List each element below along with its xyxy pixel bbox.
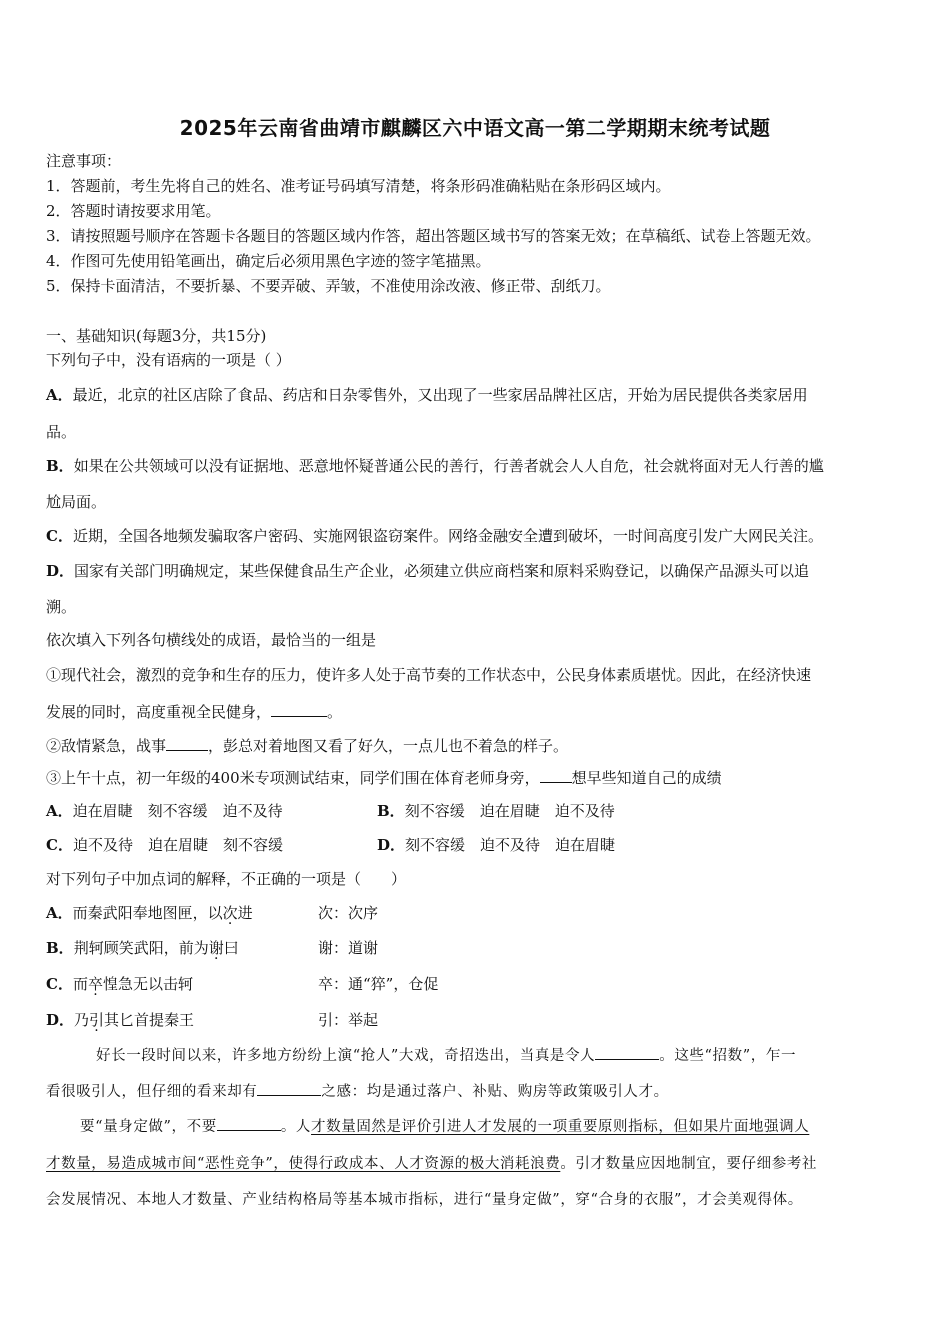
q3-explanation-b: 谢：道谢 <box>318 939 379 957</box>
option-text: 国家有关部门明确规定，某些保健食品生产企业，必须建立供应商档案和原料采购登记，以确保产品源头可以追 <box>74 562 810 580</box>
option-text: 进 <box>237 904 253 922</box>
question-2-stem: 依次填入下列各句横线处的成语，最恰当的一组是 <box>46 631 377 649</box>
note-item: 1．答题前，考生先将自己的姓名、准考证号码填写清楚，将条形码准确粘贴在条形码区域内。 <box>46 177 671 195</box>
q1-option-d <box>46 561 809 581</box>
option-text: 惶急无以击轲 <box>102 975 193 993</box>
passage-line <box>96 1045 796 1066</box>
fill-blank <box>540 768 572 783</box>
passage-text: 看很吸引人，但仔细的看来却有 <box>46 1084 258 1100</box>
dotted-word: 引 <box>89 1011 105 1029</box>
fill-blank <box>217 1116 281 1131</box>
option-text: 近期，全国各地频发骗取客户密码、实施网银盗窃案件。网络金融安全遭到破坏，一时间高度引发广大网民关注。 <box>72 527 823 545</box>
option-label: D． <box>46 562 75 580</box>
option-label: C． <box>46 527 73 545</box>
underlined-text: 才数量，易造成城市间“恶性竞争”，使得行政成本、人才资源的极大消耗浪费 <box>46 1156 561 1172</box>
option-text: 刻不容缓 迫在眉睫 迫不及待 <box>404 802 615 820</box>
q2-sentence-1: ①现代社会，激烈的竞争和生存的压力，使许多人处于高节奏的工作状态中，公民身体素质堪忧。因此，在经济快速 <box>46 666 812 684</box>
sentence-text: ②敌情紧急，战事 <box>46 737 167 755</box>
fill-blank <box>271 702 327 717</box>
option-label: C． <box>46 975 73 993</box>
q3-option-c <box>46 974 193 994</box>
option-text: 刻不容缓 迫不及待 迫在眉睫 <box>405 836 616 854</box>
fill-blank <box>166 736 208 751</box>
sentence-text: 发展的同时，高度重视全民健身， <box>46 703 272 721</box>
option-label: D． <box>377 836 406 854</box>
option-text: 乃 <box>74 1011 90 1029</box>
question-1-stem: 下列句子中，没有语病的一项是（ ） <box>46 351 291 369</box>
q3-explanation-d: 引：举起 <box>318 1011 379 1029</box>
option-label: D． <box>46 1011 75 1029</box>
q2-option-b <box>377 801 615 821</box>
option-text: 最近，北京的社区店除了食品、药店和日杂零售外，又出现了一些家居品牌社区店，开始为居民提供各类家居用 <box>72 386 808 404</box>
notes-heading: 注意事项： <box>46 152 122 170</box>
q2-sentence-1-cont <box>46 702 342 722</box>
option-label: C． <box>46 836 73 854</box>
dotted-word: 谢 <box>208 939 224 957</box>
dotted-word: 次 <box>222 904 238 922</box>
sentence-text: 想早些知道自己的成绩 <box>571 769 722 787</box>
passage-line <box>46 1154 817 1174</box>
q1-option-b <box>46 456 824 476</box>
q2-option-d <box>377 835 615 855</box>
option-label: B． <box>46 457 74 475</box>
option-text: 迫不及待 迫在眉睫 刻不容缓 <box>72 836 283 854</box>
sentence-text: ③上午十点，初一年级的400米专项测试结束，同学们围在体育老师身旁， <box>46 769 540 787</box>
q3-option-a <box>46 903 253 923</box>
q3-option-b <box>46 938 239 958</box>
sentence-text: ，彭总对着地图又看了好久，一点儿也不着急的样子。 <box>208 737 569 755</box>
option-text: 而 <box>72 975 88 993</box>
option-label: A． <box>46 386 73 404</box>
q1-option-a-cont: 品。 <box>46 423 77 441</box>
section-heading: 一、基础知识(每题3分，共15分) <box>46 327 267 345</box>
underlined-text: 才数量固然是评价引进人才发展的一项重要原则指标，但如果片面地强调人 <box>311 1119 810 1135</box>
q2-option-c <box>46 835 283 855</box>
passage-text: 好长一段时间以来，许多地方纷纷上演“抢人”大戏，奇招迭出，当真是令人 <box>96 1048 596 1064</box>
q1-option-b-cont: 尬局面。 <box>46 493 107 511</box>
passage-text: 。人 <box>280 1119 312 1135</box>
option-text: 而秦武阳奉地图匣，以 <box>72 904 223 922</box>
page-title: 2025年云南省曲靖市麒麟区六中语文高一第二学期期末统考试题 <box>179 116 771 140</box>
question-3-stem: 对下列句子中加点词的解释，不正确的一项是（ ） <box>46 870 407 888</box>
option-text: 迫在眉睫 刻不容缓 迫不及待 <box>72 802 283 820</box>
option-text: 曰 <box>223 939 239 957</box>
option-text: 如果在公共领域可以没有证据地、恶意地怀疑普通公民的善行，行善者就会人人自危，社会就将面对无人行善的尴 <box>73 457 824 475</box>
dotted-word: 卒 <box>87 975 103 993</box>
q1-option-a <box>46 385 808 405</box>
passage-text: 要“量身定做”，不要 <box>80 1119 217 1135</box>
passage-text: 之感：均是通过落户、补贴、购房等政策吸引人才。 <box>321 1084 669 1100</box>
sentence-text: 。 <box>327 703 343 721</box>
option-label: B． <box>377 802 405 820</box>
note-item: 5．保持卡面清洁，不要折暴、不要弄破、弄皱，不准使用涂改液、修正带、刮纸刀。 <box>46 277 611 295</box>
q1-option-d-cont: 溯。 <box>46 598 77 616</box>
option-label: B． <box>46 939 74 957</box>
q2-option-a <box>46 801 283 821</box>
passage-text: 。这些“招数”，乍一 <box>659 1048 797 1064</box>
q3-explanation-c: 卒：通“猝”，仓促 <box>318 975 439 993</box>
q2-sentence-3 <box>46 768 722 788</box>
q1-option-c <box>46 526 823 546</box>
q3-option-d <box>46 1010 194 1030</box>
option-label: A． <box>46 904 73 922</box>
fill-blank <box>595 1045 659 1060</box>
passage-line <box>46 1081 669 1102</box>
passage-line: 会发展情况、本地人才数量、产业结构格局等基本城市指标，进行“量身定做”，穿“合身的衣服”，才会美观得体。 <box>46 1192 803 1208</box>
option-text: 荆轲顾笑武阳，前为 <box>73 939 209 957</box>
note-item: 2．答题时请按要求用笔。 <box>46 202 221 220</box>
note-item: 3．请按照题号顺序在答题卡各题目的答题区域内作答，超出答题区域书写的答案无效；在草稿纸、试卷上答题无效。 <box>46 227 821 245</box>
fill-blank <box>257 1081 321 1096</box>
note-item: 4．作图可先使用铅笔画出，确定后必须用黑色字迹的签字笔描黑。 <box>46 252 491 270</box>
option-label: A． <box>46 802 73 820</box>
option-text: 其匕首提秦王 <box>104 1011 195 1029</box>
passage-text: 。引才数量应因地制宜，要仔细参考社 <box>560 1156 818 1172</box>
q3-explanation-a: 次：次序 <box>318 904 379 922</box>
passage-line <box>80 1116 809 1137</box>
q2-sentence-2 <box>46 736 568 756</box>
